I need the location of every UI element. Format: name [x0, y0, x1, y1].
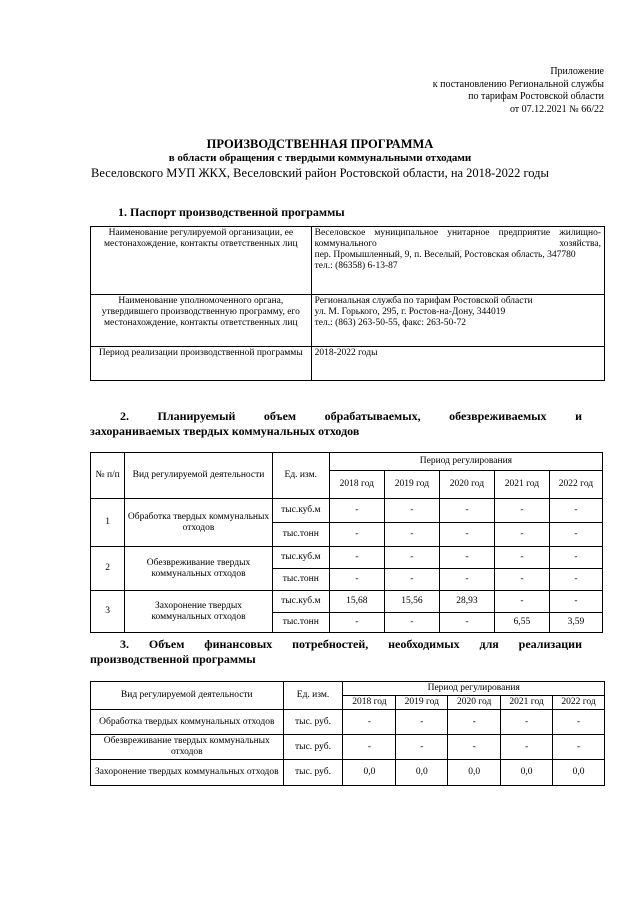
appendix-note: [433, 66, 604, 116]
passport-label: Наименование уполномоченного органа, утвердившего производственную программу, его местонахождение, контакты ответственных лиц: [91, 295, 312, 347]
passport-value: [311, 227, 604, 295]
row-num: 3: [91, 591, 125, 633]
cell-value: -: [384, 569, 439, 591]
cell-value: -: [549, 499, 602, 523]
value-line: ул. М. Горького, 295, г. Ростов-на-Дону, 344019: [314, 307, 506, 317]
row-unit: тыс. руб.: [283, 735, 343, 760]
col-period-header: Период регулирования: [329, 453, 602, 471]
row-activity: Обработка твердых коммунальных отходов: [125, 499, 272, 547]
cell-value: -: [439, 523, 494, 547]
document-title: ПРОИЗВОДСТВЕННАЯ ПРОГРАММА: [206, 137, 434, 151]
passport-value: [311, 295, 604, 347]
appendix-line: Приложение: [550, 66, 604, 77]
volume-table: [90, 452, 603, 633]
cell-value: -: [439, 569, 494, 591]
cell-value: -: [553, 735, 605, 760]
cell-value: -: [343, 710, 396, 735]
row-activity: Захоронение твердых коммунальных отходов: [91, 760, 284, 786]
row-unit: тыс.куб.м: [272, 591, 329, 613]
document-subtitle: в области обращения с твердыми коммунальными отходами: [168, 152, 472, 164]
cell-value: -: [329, 569, 384, 591]
cell-value: -: [494, 569, 549, 591]
section2-heading-cont: захораниваемых твердых коммунальных отходов: [90, 424, 360, 438]
cell-value: -: [494, 499, 549, 523]
section3-heading-cont: производственной программы: [90, 652, 256, 666]
cell-value: -: [501, 710, 553, 735]
year-header: 2021 год: [494, 471, 549, 499]
row-unit: тыс. руб.: [283, 760, 343, 786]
cell-value: 28,93: [439, 591, 494, 613]
cell-value: -: [494, 523, 549, 547]
cell-value: -: [396, 710, 448, 735]
value-line: тел.: (86358) 6-13-87: [314, 261, 398, 271]
section2-heading: 2. Планируемый объем обрабатываемых, обезвреживаемых и: [120, 409, 582, 423]
cell-value: -: [494, 591, 549, 613]
value-line: Веселовское муниципальное унитарное предприятие жилищно-коммунального хозяйства,: [314, 228, 601, 249]
table-row: [91, 499, 603, 523]
row-activity: Обработка твердых коммунальных отходов: [91, 710, 284, 735]
row-unit: тыс.куб.м: [272, 499, 329, 523]
row-activity: Обезвреживание твердых коммунальных отходов: [91, 735, 284, 760]
cell-value: 6,55: [494, 613, 549, 633]
cell-value: -: [549, 569, 602, 591]
col-period-header: Период регулирования: [343, 682, 605, 696]
col-unit-header: Ед. изм.: [283, 682, 343, 710]
col-unit-header: Ед. изм.: [272, 453, 329, 499]
value-line: пер. Промышленный, 9, п. Веселый, Ростовская область, 347780: [314, 250, 576, 260]
cell-value: -: [549, 591, 602, 613]
cell-value: -: [448, 735, 501, 760]
cell-value: 15,68: [329, 591, 384, 613]
passport-value: [311, 347, 604, 381]
cell-value: -: [396, 735, 448, 760]
table-header-row: [91, 453, 603, 471]
cell-value: 3,59: [549, 613, 602, 633]
cell-value: 0,0: [553, 760, 605, 786]
cell-value: -: [439, 547, 494, 569]
row-activity: Обезвреживание твердых коммунальных отходов: [125, 547, 272, 591]
year-header: 2019 год: [384, 471, 439, 499]
cell-value: -: [549, 547, 602, 569]
cell-value: 0,0: [501, 760, 553, 786]
table-row: [91, 735, 605, 760]
value-line: 2018-2022 годы: [314, 348, 378, 358]
cell-value: -: [384, 499, 439, 523]
cell-value: 0,0: [343, 760, 396, 786]
section1-heading: 1. Паспорт производственной программы: [118, 205, 345, 219]
cell-value: 15,56: [384, 591, 439, 613]
section3-heading: 3. Объем финансовых потребностей, необходимых для реализации: [120, 637, 582, 651]
year-header: 2022 год: [553, 696, 605, 710]
table-row: [91, 547, 603, 569]
value-line: тел.: (863) 263-50-55, факс: 263-50-72: [314, 318, 466, 328]
col-activity-header: Вид регулируемой деятельности: [125, 453, 272, 499]
row-num: 2: [91, 547, 125, 591]
cell-value: -: [329, 523, 384, 547]
cell-value: -: [343, 735, 396, 760]
passport-label: Период реализации производственной программы: [91, 347, 312, 381]
year-header: 2020 год: [439, 471, 494, 499]
table-header-row: [91, 682, 605, 696]
cell-value: -: [384, 523, 439, 547]
cell-value: -: [448, 710, 501, 735]
cell-value: -: [494, 547, 549, 569]
year-header: 2018 год: [343, 696, 396, 710]
table-row: [91, 227, 605, 295]
cell-value: 0,0: [448, 760, 501, 786]
cell-value: -: [384, 547, 439, 569]
cell-value: -: [439, 613, 494, 633]
year-header: 2022 год: [549, 471, 602, 499]
cell-value: -: [549, 523, 602, 547]
cell-value: -: [553, 710, 605, 735]
row-activity: Захоронение твердых коммунальных отходов: [125, 591, 272, 633]
cell-value: -: [329, 613, 384, 633]
row-unit: тыс.тонн: [272, 613, 329, 633]
row-num: 1: [91, 499, 125, 547]
cell-value: -: [329, 547, 384, 569]
year-header: 2019 год: [396, 696, 448, 710]
appendix-line: к постановлению Региональной службы: [432, 78, 604, 90]
table-row: [91, 591, 603, 613]
row-unit: тыс. руб.: [283, 710, 343, 735]
year-header: 2020 год: [448, 696, 501, 710]
table-row: [91, 710, 605, 735]
passport-table: [90, 226, 605, 381]
table-row: [91, 295, 605, 347]
passport-label: Наименование регулируемой организации, ее местонахождение, контакты ответственных лиц: [91, 227, 312, 295]
value-line: Региональная служба по тарифам Ростовской области: [314, 296, 533, 306]
cell-value: -: [501, 735, 553, 760]
appendix-line: по тарифам Ростовской области: [468, 91, 604, 102]
row-unit: тыс.куб.м: [272, 547, 329, 569]
cell-value: -: [384, 613, 439, 633]
cell-value: -: [329, 499, 384, 523]
year-header: 2021 год: [501, 696, 553, 710]
col-num-header: № п/п: [91, 453, 125, 499]
cell-value: 0,0: [396, 760, 448, 786]
row-unit: тыс.тонн: [272, 523, 329, 547]
appendix-line: от 07.12.2021 № 66/22: [509, 103, 604, 115]
row-unit: тыс.тонн: [272, 569, 329, 591]
table-row: [91, 760, 605, 786]
finance-table: [90, 681, 605, 786]
table-row: [91, 347, 605, 381]
year-header: 2018 год: [329, 471, 384, 499]
col-activity-header: Вид регулируемой деятельности: [91, 682, 284, 710]
document-organization-line: Веселовского МУП ЖКХ, Веселовский район Ростовской области, на 2018-2022 годы: [91, 166, 549, 180]
cell-value: -: [439, 499, 494, 523]
